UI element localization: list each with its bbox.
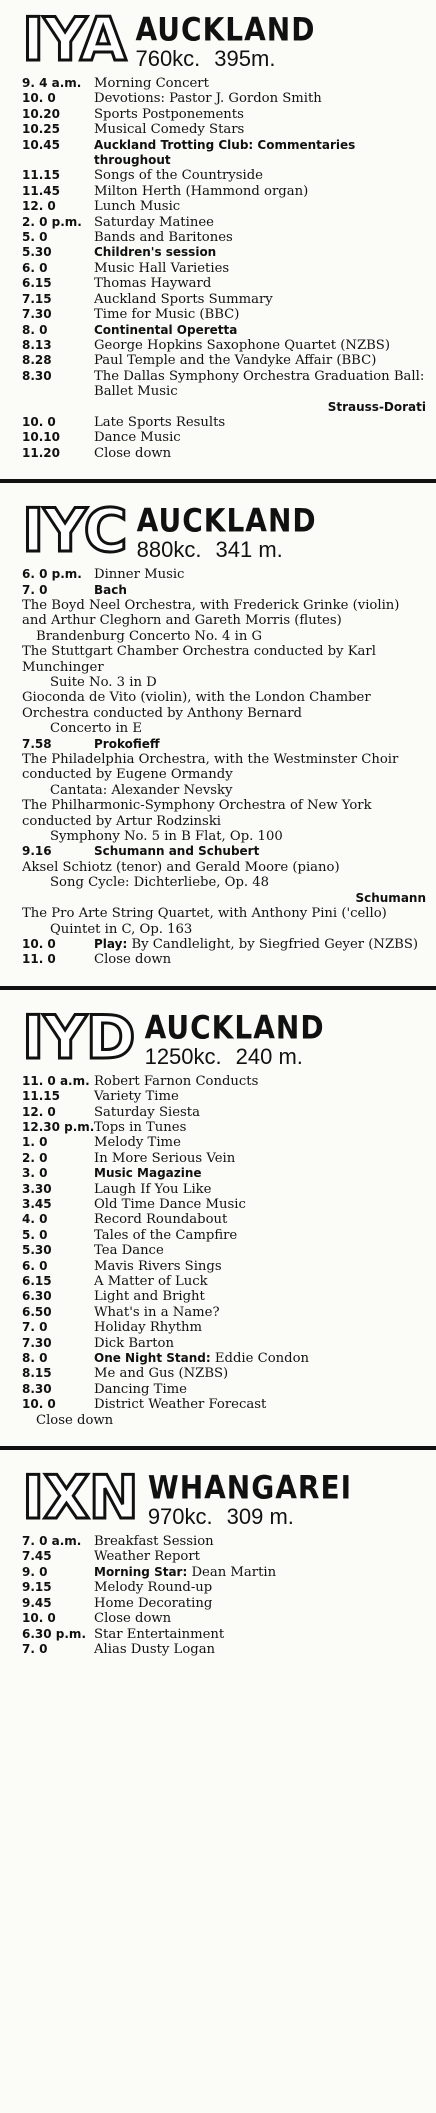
wavelength: 341 m. xyxy=(215,537,283,563)
programme-detail: The Boyd Neel Orchestra, with Frederick Grinke (violin) and Arthur Cleghorn and Gareth Morris (flutes) xyxy=(22,597,400,629)
station-header xyxy=(22,1002,426,1073)
call-sign: IXN xyxy=(22,1463,138,1534)
time: 10.45 xyxy=(22,137,60,152)
time: 10.10 xyxy=(22,430,60,445)
programme: Music Hall Varieties xyxy=(94,260,230,276)
programme: Me and Gus (NZBS) xyxy=(94,1366,229,1382)
time: 10. 0 xyxy=(22,1397,56,1412)
station-header xyxy=(22,5,426,75)
list-item xyxy=(22,1105,426,1120)
time: 2. 0 p.m. xyxy=(22,214,82,229)
programme: Musical Comedy Stars xyxy=(94,122,245,138)
station-1xn xyxy=(22,1463,426,1657)
work-title: Quintet in C, Op. 163 xyxy=(50,921,193,937)
list-item xyxy=(22,230,426,245)
programme-detail: The Pro Arte String Quartet, with Anthony Pini ('cello) xyxy=(22,906,387,922)
programme-detail: The Philadelphia Orchestra, with the Westminster Choir conducted by Eugene Ormandy xyxy=(22,752,399,783)
programme: Mavis Rivers Sings xyxy=(94,1258,222,1274)
time: 12. 0 xyxy=(22,1104,56,1119)
list-item xyxy=(22,1228,426,1243)
list-item xyxy=(22,1120,426,1135)
kilocycles: 1250kc. xyxy=(144,1043,222,1069)
programme: Tea Dance xyxy=(94,1243,164,1259)
time: 11.20 xyxy=(22,445,60,460)
time: 8. 0 xyxy=(22,322,48,337)
programme: Children's session xyxy=(94,245,217,260)
frequency xyxy=(148,1504,352,1530)
programme: Late Sports Results xyxy=(94,414,226,430)
call-sign: IYC xyxy=(22,496,127,567)
work-title: Song Cycle: Dichterliebe, Op. 48 xyxy=(50,875,270,891)
programme: Lunch Music xyxy=(94,199,181,215)
city-name: AUCKLAND xyxy=(144,1008,325,1047)
time: 12. 0 xyxy=(22,199,56,214)
time: 4. 0 xyxy=(22,1212,48,1227)
divider xyxy=(0,986,436,990)
programme: Laugh If You Like xyxy=(94,1181,212,1197)
time: 11.15 xyxy=(22,168,60,183)
station-1yc xyxy=(22,496,426,968)
schedule-list xyxy=(22,1074,426,1351)
list-item xyxy=(22,353,426,368)
time: 7. 0 xyxy=(22,1641,48,1656)
station-1ya xyxy=(22,5,426,461)
list-item xyxy=(22,91,426,106)
time: 8.15 xyxy=(22,1366,52,1381)
programme: Morning Concert xyxy=(94,76,209,91)
time: 6. 0 xyxy=(22,1258,48,1273)
programme: Record Roundabout xyxy=(94,1212,228,1228)
programme: Melody Time xyxy=(94,1135,181,1151)
kilocycles: 760kc. xyxy=(135,46,201,71)
time: 6.30 p.m. xyxy=(22,1626,86,1641)
programme: Home Decorating xyxy=(94,1595,213,1611)
schedule-list xyxy=(22,1580,426,1657)
time: 8.30 xyxy=(22,1381,52,1396)
list-item: 11. 0 Close down xyxy=(22,952,172,968)
programme-detail: Aksel Schiotz (tenor) and Gerald Moore (piano) xyxy=(22,859,340,875)
list-item xyxy=(22,1259,426,1274)
list-item: 7. 0 a.m. Breakfast Session xyxy=(22,1534,214,1550)
frequency xyxy=(135,46,315,72)
programme: Time for Music (BBC) xyxy=(94,307,240,323)
time: 10.20 xyxy=(22,106,60,121)
programme: Tops in Tunes xyxy=(94,1119,187,1135)
schedule-list xyxy=(22,415,426,461)
programme: Paul Temple and the Vandyke Affair (BBC) xyxy=(94,353,377,369)
list-item xyxy=(22,1243,426,1258)
list-item xyxy=(22,107,426,122)
programme: Melody Round-up xyxy=(94,1580,213,1596)
time: 7.30 xyxy=(22,307,52,322)
divider xyxy=(0,1446,436,1450)
list-item xyxy=(22,415,426,430)
list-item xyxy=(22,138,426,169)
work-title: Suite No. 3 in D xyxy=(50,675,157,690)
list-item xyxy=(22,1074,426,1089)
time: 6.50 xyxy=(22,1304,52,1319)
time: 8.13 xyxy=(22,337,52,352)
work-title: Brandenburg Concerto No. 4 in G xyxy=(36,628,263,644)
city-name: AUCKLAND xyxy=(136,501,317,540)
programme: Saturday Siesta xyxy=(94,1104,200,1120)
programme-detail: The Stuttgart Chamber Orchestra conducted by Karl Munchinger xyxy=(22,644,376,675)
time: 11. 0 a.m. xyxy=(22,1073,90,1088)
list-item xyxy=(22,1151,426,1166)
time: 5.30 xyxy=(22,1243,52,1258)
programme: Devotions: Pastor J. Gordon Smith xyxy=(94,91,322,107)
list-item xyxy=(22,369,426,400)
time: 7.15 xyxy=(22,291,52,306)
credit-line: Strauss-Dorati xyxy=(327,399,426,414)
list-item xyxy=(22,1580,426,1595)
list-item: 7.58 Prokofieff xyxy=(22,736,160,751)
time: 9. 4 a.m. xyxy=(22,76,82,90)
list-item xyxy=(22,215,426,230)
list-item xyxy=(22,1212,426,1227)
time: 9.45 xyxy=(22,1595,52,1610)
station-1yd xyxy=(22,1002,426,1428)
time: 10. 0 xyxy=(22,91,56,106)
station-header xyxy=(22,496,426,567)
list-item: 6. 0 p.m. Dinner Music xyxy=(22,567,185,583)
time: 12.30 p.m. xyxy=(22,1119,95,1134)
programme: Milton Herth (Hammond organ) xyxy=(94,183,309,199)
time: 6.15 xyxy=(22,276,52,291)
programme: Close down xyxy=(94,1611,172,1627)
programme: Dick Barton xyxy=(94,1335,174,1351)
kilocycles: 970kc. xyxy=(147,1504,213,1530)
work-title: Symphony No. 5 in B Flat, Op. 100 xyxy=(50,829,283,845)
programme: The Dallas Symphony Orchestra Graduation Ball: Ballet Music xyxy=(94,368,425,400)
wavelength: 309 m. xyxy=(226,1504,294,1530)
programme: Songs of the Countryside xyxy=(94,168,263,184)
programme: A Matter of Luck xyxy=(94,1274,208,1289)
station-header xyxy=(22,1463,426,1534)
time: 8.28 xyxy=(22,353,52,368)
programme: Saturday Matinee xyxy=(94,214,214,230)
time: 7.30 xyxy=(22,1335,52,1350)
work-title: Concerto in E xyxy=(50,721,142,737)
list-item xyxy=(22,292,426,307)
list-item: 9. 0 Morning Star: Dean Martin xyxy=(22,1564,277,1580)
time: 3. 0 xyxy=(22,1166,48,1181)
work-title: Cantata: Alexander Nevsky xyxy=(50,782,233,798)
list-item xyxy=(22,1305,426,1320)
time: 3.30 xyxy=(22,1181,52,1196)
programme: Robert Farnon Conducts xyxy=(94,1073,259,1089)
schedule-list xyxy=(22,1366,426,1412)
time: 11.15 xyxy=(22,1089,60,1104)
time: 3.45 xyxy=(22,1196,52,1211)
list-item xyxy=(22,276,426,291)
programme: Thomas Hayward xyxy=(94,276,212,292)
list-item xyxy=(22,1320,426,1335)
list-item xyxy=(22,168,426,183)
programme: Variety Time xyxy=(94,1089,179,1105)
list-item xyxy=(22,446,426,461)
credit-line: Schumann xyxy=(355,890,426,905)
programme: Star Entertainment xyxy=(94,1626,225,1642)
list-item xyxy=(22,307,426,322)
list-item xyxy=(22,1089,426,1104)
programme: Alias Dusty Logan xyxy=(94,1641,216,1657)
list-item xyxy=(22,1289,426,1304)
time: 10. 0 xyxy=(22,1611,56,1626)
time: 8.30 xyxy=(22,368,52,383)
programme: Continental Operetta xyxy=(94,322,238,337)
list-item xyxy=(22,261,426,276)
call-sign: IYD xyxy=(22,1002,135,1073)
programme: Auckland Trotting Club: Commentaries throughout xyxy=(94,137,356,168)
divider xyxy=(0,479,436,483)
programme: Auckland Sports Summary xyxy=(94,291,273,307)
time: 5. 0 xyxy=(22,230,48,245)
programme: Old Time Dance Music xyxy=(94,1196,246,1212)
list-item xyxy=(22,1397,426,1412)
list-item xyxy=(22,1366,426,1381)
time: 1. 0 xyxy=(22,1135,48,1150)
programme: Music Magazine xyxy=(94,1166,202,1181)
time: 11.45 xyxy=(22,183,60,198)
city-name: AUCKLAND xyxy=(135,10,316,49)
time: 5.30 xyxy=(22,245,52,260)
list-item: 9.16 Schumann and Schubert xyxy=(22,844,260,859)
programme: Close down xyxy=(94,445,172,461)
list-item: 7.45 Weather Report xyxy=(22,1549,200,1565)
programme: Dancing Time xyxy=(94,1381,187,1397)
programme: What's in a Name? xyxy=(94,1304,220,1320)
list-item xyxy=(22,430,426,445)
time: 5. 0 xyxy=(22,1227,48,1242)
list-item xyxy=(22,1611,426,1626)
kilocycles: 880kc. xyxy=(136,537,202,563)
programme: Bands and Baritones xyxy=(94,230,233,246)
list-item xyxy=(22,1336,426,1351)
list-item xyxy=(22,184,426,199)
list-item xyxy=(22,1182,426,1197)
programme: In More Serious Vein xyxy=(94,1150,236,1166)
list-item xyxy=(22,199,426,214)
time: 2. 0 xyxy=(22,1150,48,1165)
list-item xyxy=(22,323,426,338)
list-item xyxy=(22,1197,426,1212)
time: 10.25 xyxy=(22,122,60,137)
frequency xyxy=(145,1044,325,1070)
list-item xyxy=(22,1596,426,1611)
list-item xyxy=(22,338,426,353)
list-item: 7. 0 Bach xyxy=(22,582,127,597)
programme: Dance Music xyxy=(94,430,181,446)
list-item xyxy=(22,245,426,260)
programme: Sports Postponements xyxy=(94,106,244,122)
close-down: Close down xyxy=(36,1412,114,1428)
time: 6. 0 xyxy=(22,260,48,275)
city-name: WHANGAREI xyxy=(147,1468,352,1507)
list-item xyxy=(22,1382,426,1397)
wavelength: 395m. xyxy=(214,46,276,71)
list-item: 10. 0 Play: By Candlelight, by Siegfried Geyer (NZBS) xyxy=(22,936,418,952)
list-item: 8. 0 One Night Stand: Eddie Condon xyxy=(22,1351,309,1367)
frequency xyxy=(137,537,317,563)
wavelength: 240 m. xyxy=(235,1043,303,1069)
list-item xyxy=(22,122,426,137)
programme: District Weather Forecast xyxy=(94,1397,267,1413)
time: 9.15 xyxy=(22,1580,52,1595)
list-item xyxy=(22,76,426,91)
time: 10. 0 xyxy=(22,414,56,429)
list-item xyxy=(22,1166,426,1181)
time: 6.15 xyxy=(22,1274,52,1288)
programme-detail: The Philharmonic-Symphony Orchestra of New York conducted by Artur Rodzinski xyxy=(22,798,372,829)
time: 6.30 xyxy=(22,1289,52,1304)
list-item xyxy=(22,1627,426,1642)
schedule-list xyxy=(22,76,426,400)
list-item xyxy=(22,1135,426,1150)
programme: Light and Bright xyxy=(94,1289,205,1305)
programme-detail: Gioconda de Vito (violin), with the London Chamber Orchestra conducted by Anthony Bernard xyxy=(22,690,371,721)
list-item xyxy=(22,1642,426,1657)
call-sign: IYA xyxy=(22,5,126,75)
programme: Tales of the Campfire xyxy=(94,1227,238,1243)
list-item xyxy=(22,1274,426,1289)
programme: Holiday Rhythm xyxy=(94,1320,202,1336)
programme: George Hopkins Saxophone Quartet (NZBS) xyxy=(94,337,390,353)
time: 7. 0 xyxy=(22,1320,48,1335)
